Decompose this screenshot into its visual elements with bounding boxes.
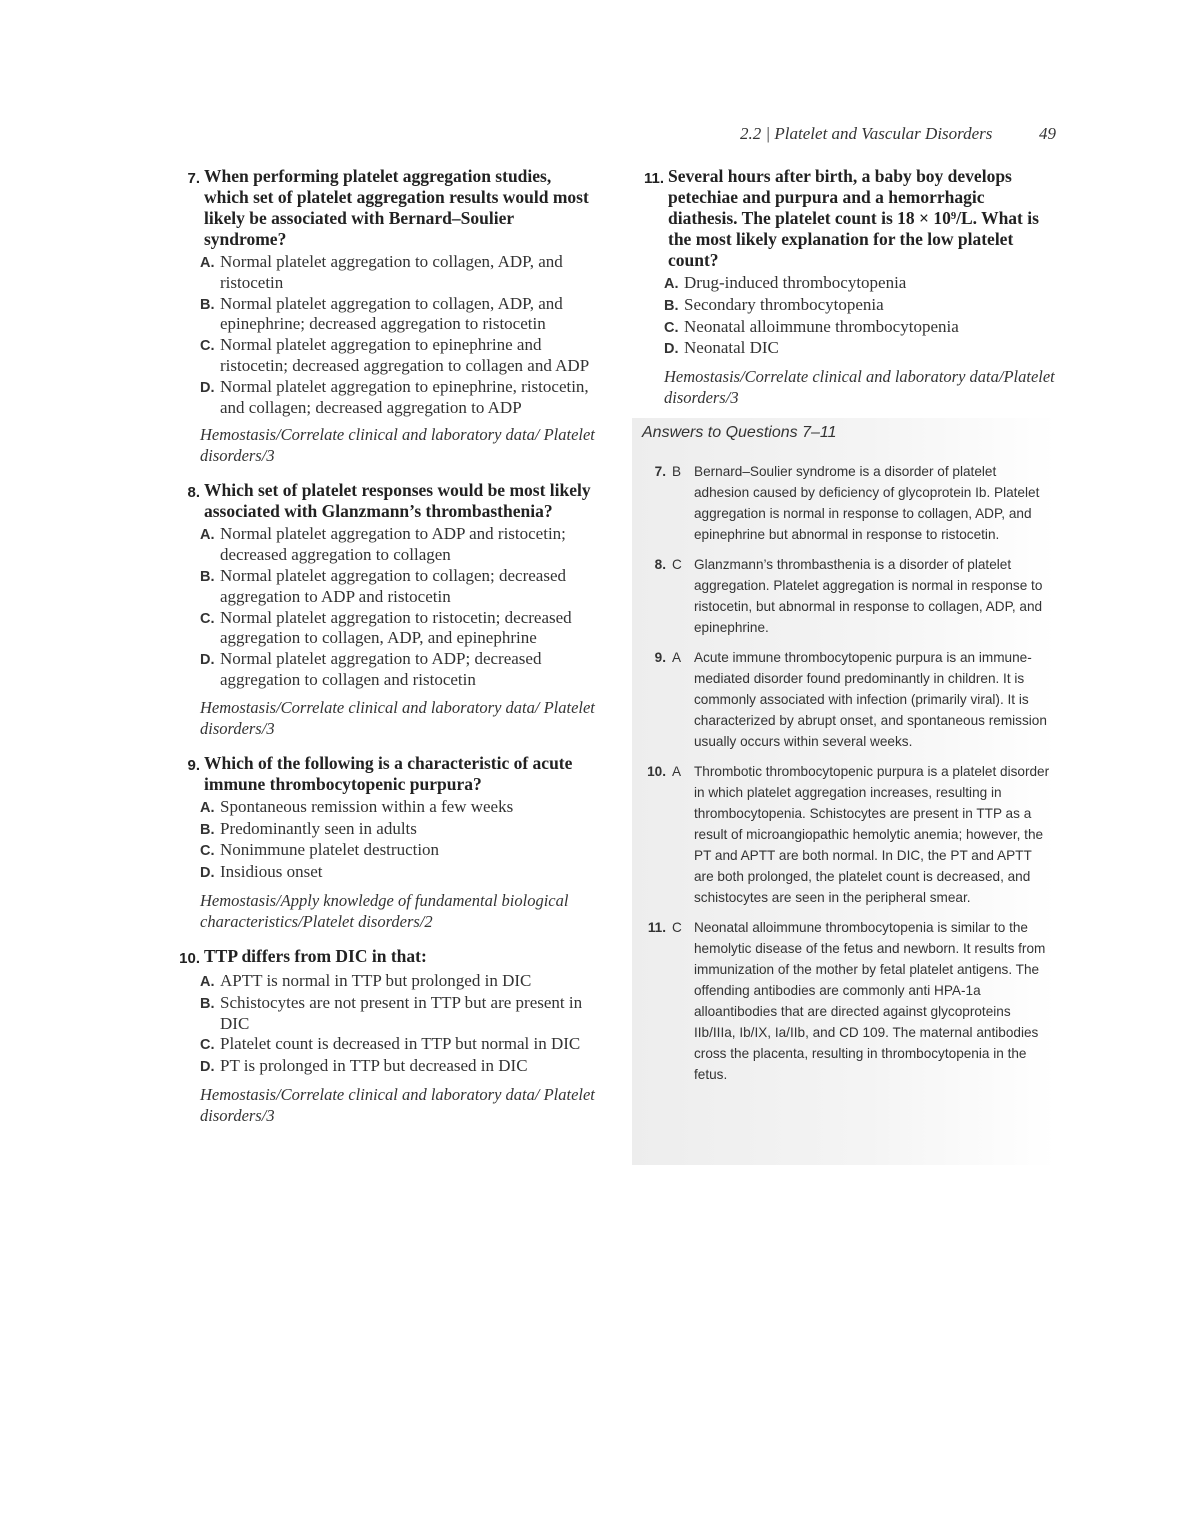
answers-list — [632, 461, 1056, 1094]
option-text: Neonatal DIC — [684, 338, 779, 358]
answer-explanation: Thrombotic thrombocytopenic purpura is a platelet disorder in which platelet aggregation increases, resulting in thrombocytopenia. Schistocytes are present in TTP as a result of microangiopathic hemolytic anemia; however, the PT and APTT are both normal. In DIC, the PT and APTT are both prolonged, the platelet count is decreased, and schistocytes are seen in the peripheral smear. — [694, 764, 1050, 905]
option-text: Normal platelet aggregation to ristocetin; decreased aggregation to collagen, ADP, and epinephrine — [220, 607, 572, 648]
question-classification: Hemostasis/Correlate clinical and laboratory data/Platelet disorders/3 — [664, 367, 1055, 408]
question-stem — [168, 946, 598, 969]
page-number: 49 — [1039, 124, 1056, 143]
question-stem — [168, 166, 598, 250]
answer-letter: A — [672, 764, 682, 779]
answer-10 — [632, 761, 1056, 908]
option-text: Normal platelet aggregation to collagen; decreased aggregation to ADP and ristocetin — [220, 565, 566, 606]
option-text: Insidious onset — [220, 862, 323, 882]
answer-options — [200, 524, 598, 690]
question-9 — [168, 753, 598, 932]
option-letter: D. — [200, 379, 215, 396]
option-letter: B. — [200, 821, 215, 838]
option-a — [200, 524, 598, 566]
answer-options — [664, 273, 1056, 360]
right-question-column — [632, 166, 1056, 422]
option-text: Normal platelet aggregation to epinephrine and ristocetin; decreased aggregation to collagen and ADP — [220, 335, 590, 375]
option-b — [200, 294, 598, 336]
answer-7 — [632, 461, 1056, 545]
question-classification: Hemostasis/Apply knowledge of fundamental biological characteristics/Platelet disorders/2 — [200, 890, 569, 931]
running-head — [740, 124, 1056, 144]
answer-number: 10. — [647, 764, 666, 779]
option-letter: A. — [200, 973, 215, 990]
answer-11 — [632, 917, 1056, 1085]
option-d — [664, 338, 1056, 360]
option-text: Normal platelet aggregation to ADP and ristocetin; decreased aggregation to collagen — [220, 524, 566, 565]
option-letter: B. — [664, 297, 679, 314]
answer-options — [200, 971, 598, 1078]
answer-number: 11. — [647, 920, 666, 935]
answer-number: 9. — [654, 650, 666, 665]
question-classification: Hemostasis/Correlate clinical and laboratory data/ Platelet disorders/3 — [200, 1084, 595, 1125]
option-letter: D. — [200, 865, 215, 882]
option-c — [200, 1034, 598, 1056]
option-text: Normal platelet aggregation to ADP; decreased aggregation to collagen and ristocetin — [220, 649, 542, 689]
option-d — [200, 649, 598, 691]
question-classification: Hemostasis/Correlate clinical and laboratory data/ Platelet disorders/3 — [200, 697, 595, 738]
option-a — [200, 252, 598, 294]
option-c — [200, 335, 598, 377]
question-text: Several hours after birth, a baby boy develops petechiae and purpura and a hemorrhagic diathesis. The platelet count is 18 × 10⁹/L. What is the most likely explanation for the low platelet count? — [668, 166, 1039, 270]
answer-number: 8. — [654, 557, 666, 572]
option-d — [200, 1056, 598, 1078]
option-c — [200, 608, 598, 650]
answer-number: 7. — [654, 464, 666, 479]
running-head-title: 2.2 | Platelet and Vascular Disorders — [740, 124, 993, 143]
left-question-column — [168, 166, 598, 1140]
answer-9 — [632, 647, 1056, 752]
option-text: Secondary thrombocytopenia — [684, 294, 884, 314]
answer-letter: C — [672, 920, 682, 935]
answer-options — [200, 797, 598, 884]
option-b — [200, 819, 598, 841]
question-stem — [168, 480, 598, 522]
option-b — [200, 566, 598, 608]
question-8 — [168, 480, 598, 738]
option-d — [200, 377, 598, 419]
option-c — [200, 840, 598, 862]
question-11 — [632, 166, 1056, 408]
question-number: 10. — [179, 949, 200, 967]
option-d — [200, 862, 598, 884]
question-classification: Hemostasis/Correlate clinical and laboratory data/ Platelet disorders/3 — [200, 425, 595, 466]
option-letter: D. — [664, 341, 679, 358]
option-b — [664, 295, 1056, 317]
answer-letter: A — [672, 650, 682, 665]
answer-8 — [632, 554, 1056, 638]
option-letter: D. — [200, 1059, 215, 1076]
answer-explanation: Glanzmann’s thrombasthenia is a disorder of platelet aggregation. Platelet aggregation is normal in response to ristocetin, but abnormal in response to collagen, ADP, and epinephrine. — [694, 557, 1043, 635]
question-10 — [168, 946, 598, 1126]
option-letter: D. — [200, 652, 215, 669]
answer-letter: C — [672, 557, 682, 572]
option-a — [664, 273, 1056, 295]
option-text: Normal platelet aggregation to epinephrine, ristocetin, and collagen; decreased aggregation to ADP — [220, 376, 589, 417]
option-letter: A. — [200, 255, 215, 271]
question-stem — [632, 166, 1056, 271]
option-text: APTT is normal in TTP but prolonged in DIC — [220, 970, 532, 990]
question-number: 8. — [187, 484, 200, 502]
option-a — [200, 971, 598, 993]
option-c — [664, 317, 1056, 339]
option-letter: C. — [664, 319, 679, 336]
answer-explanation: Acute immune thrombocytopenic purpura is an immune-mediated disorder found predominantly in children. It is commonly associated with infection (primarily viral). It is characterized by abrupt onset, and spontaneous remission usually occurs within several weeks. — [694, 650, 1047, 749]
question-text: TTP differs from DIC in that: — [204, 945, 427, 966]
option-text: Normal platelet aggregation to collagen, ADP, and ristocetin — [220, 252, 563, 292]
question-text: Which of the following is a characteristic of acute immune thrombocytopenic purpura? — [204, 752, 573, 794]
answer-explanation: Bernard–Soulier syndrome is a disorder of platelet adhesion caused by deficiency of glycoprotein Ib. Platelet aggregation is normal in response to collagen, ADP, and epinephrine but abnormal in response to ristocetin. — [694, 464, 1040, 542]
option-text: Predominantly seen in adults — [220, 818, 417, 838]
option-letter: C. — [200, 338, 215, 355]
option-letter: A. — [200, 799, 215, 816]
option-letter: B. — [200, 568, 215, 585]
option-text: Drug-induced thrombocytopenia — [684, 273, 907, 292]
option-b — [200, 993, 598, 1035]
answers-heading: Answers to Questions 7–11 — [642, 424, 837, 441]
option-text: Schistocytes are not present in TTP but are present in DIC — [220, 992, 583, 1033]
question-number: 11. — [643, 170, 664, 187]
option-letter: C. — [200, 1037, 215, 1054]
question-7 — [168, 166, 598, 466]
option-letter: C. — [200, 610, 215, 627]
answer-explanation: Neonatal alloimmune thrombocytopenia is similar to the hemolytic disease of the fetus and newborn. It results from immunization of the mother by fetal platelet antigens. The offending antibodies are commonly anti HPA-1a alloantibodies that are directed against glycoproteins IIb/IIIa, Ib/IX, Ia/IIb, and CD 109. The maternal antibodies cross the placenta, resulting in thrombocytopenia in the fetus. — [694, 920, 1046, 1082]
option-letter: B. — [200, 296, 215, 313]
answer-letter: B — [672, 464, 682, 479]
option-letter: A. — [200, 527, 215, 544]
option-letter: B. — [200, 995, 215, 1012]
question-text: When performing platelet aggregation studies, which set of platelet aggregation results would most likely be associated with Bernard–Soulier syndrome? — [204, 166, 589, 249]
question-stem — [168, 753, 598, 795]
option-text: Spontaneous remission within a few weeks — [220, 796, 514, 816]
question-number: 9. — [187, 756, 200, 774]
option-letter: A. — [664, 276, 679, 292]
option-text: Normal platelet aggregation to collagen, ADP, and epinephrine; decreased aggregation to ristocetin — [220, 293, 563, 334]
option-a — [200, 797, 598, 819]
option-text: PT is prolonged in TTP but decreased in DIC — [220, 1056, 528, 1076]
question-text: Which set of platelet responses would be most likely associated with Glanzmann’s thrombasthenia? — [204, 480, 591, 522]
option-text: Nonimmune platelet destruction — [220, 840, 440, 860]
answer-options — [200, 252, 598, 418]
option-text: Platelet count is decreased in TTP but normal in DIC — [220, 1034, 581, 1054]
option-letter: C. — [200, 843, 215, 860]
question-number: 7. — [187, 170, 200, 187]
option-text: Neonatal alloimmune thrombocytopenia — [684, 316, 959, 336]
